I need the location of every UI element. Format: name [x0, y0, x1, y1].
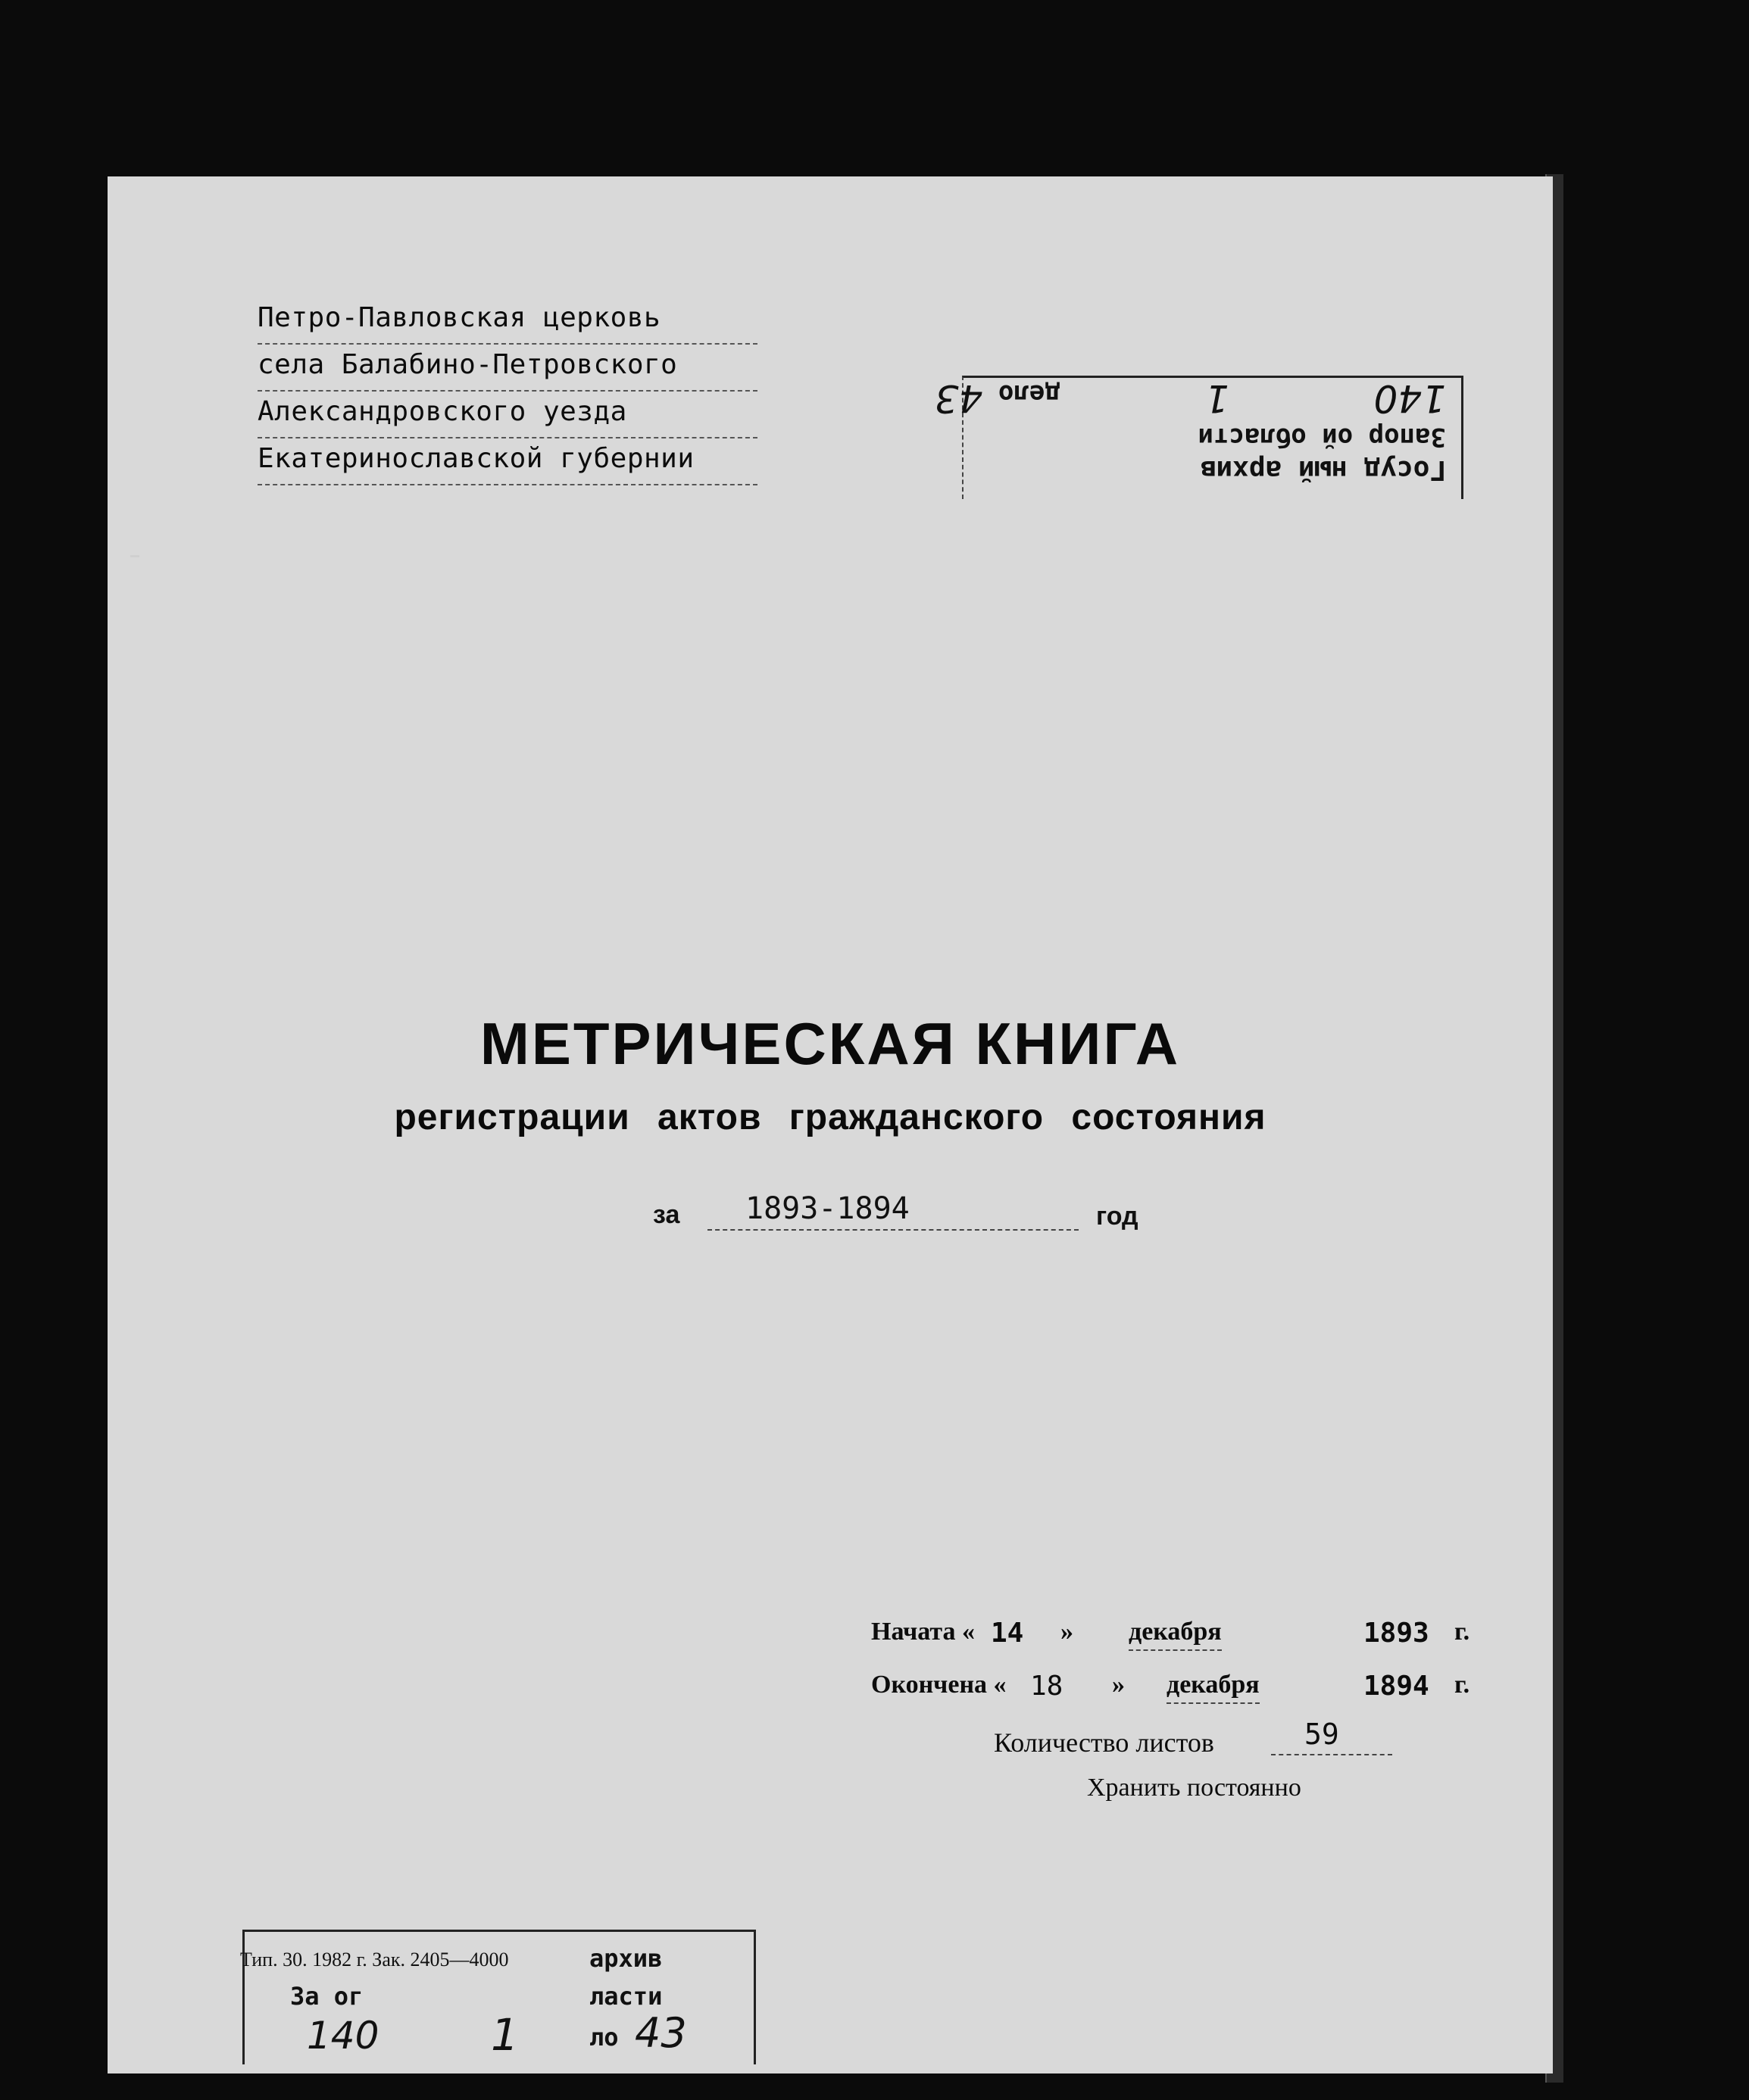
sheets-label: Количество листов	[994, 1727, 1214, 1758]
start-date-row	[871, 1612, 1477, 1665]
village-name: села Балабино-Петровского	[258, 345, 757, 392]
start-year: 1893	[1363, 1618, 1429, 1649]
document-page	[108, 176, 1553, 2073]
period-prefix: за	[653, 1200, 680, 1229]
archive-stamp-top	[934, 376, 1463, 499]
retention-note: Хранить постоянно	[1087, 1774, 1301, 1802]
bottom-stamp-region-left: За ог	[290, 1982, 364, 2011]
start-close-quote: »	[1060, 1618, 1073, 1646]
period-field	[707, 1191, 1079, 1231]
sheets-count: 59	[1271, 1718, 1392, 1755]
end-day: 18	[1030, 1671, 1063, 1702]
stamp-region: Запор ой области	[1198, 422, 1446, 452]
sheets-row	[871, 1718, 1477, 1771]
bottom-stamp-delo: 43	[635, 2009, 687, 2057]
stamp-archive-name: Госуд ный архив	[1199, 454, 1446, 485]
end-year: 1894	[1363, 1671, 1429, 1702]
start-year-suffix: г.	[1454, 1618, 1470, 1646]
bottom-stamp-archive: архив	[589, 1944, 663, 1973]
stamp-numbers	[935, 376, 1446, 420]
start-label: Начата «	[871, 1618, 975, 1646]
print-info: Тип. 30. 1982 г. Зак. 2405—4000	[240, 1949, 509, 1971]
church-name: Петро-Павловская церковь	[258, 298, 757, 345]
stamp-fond: 140	[1373, 376, 1446, 420]
start-month: декабря	[1129, 1618, 1222, 1651]
end-date-row	[871, 1665, 1477, 1718]
start-day: 14	[991, 1618, 1024, 1649]
document-title: МЕТРИЧЕСКАЯ КНИГА	[479, 1010, 1181, 1077]
end-month: декабря	[1167, 1671, 1260, 1704]
province-name: Екатеринославской губернии	[258, 438, 757, 485]
end-label: Окончена «	[871, 1671, 1007, 1699]
stamp-opis: 1	[1204, 376, 1229, 420]
bottom-stamp-region-right: ласти	[589, 1982, 663, 2011]
end-close-quote: »	[1112, 1671, 1125, 1699]
stamp-delo-label: дело	[998, 379, 1060, 409]
bottom-stamp-fond: 140	[307, 2014, 379, 2058]
retention-row	[871, 1771, 1477, 1816]
bottom-stamp-delo-label: ло	[589, 2023, 619, 2052]
period-years: 1893-1894	[745, 1191, 910, 1226]
speck	[130, 555, 139, 557]
bottom-stamp-opis: 1	[491, 2009, 519, 2061]
church-info	[258, 298, 757, 485]
stamp-delo: 43	[934, 376, 983, 420]
period-row	[653, 1191, 1229, 1237]
archive-stamp-bottom	[242, 1930, 756, 2064]
district-name: Александровского уезда	[258, 392, 757, 438]
dates-block	[871, 1612, 1477, 1816]
period-suffix: год	[1096, 1202, 1138, 1231]
end-year-suffix: г.	[1454, 1671, 1470, 1699]
document-subtitle: регистрации актов гражданского состояния	[394, 1097, 1266, 1137]
